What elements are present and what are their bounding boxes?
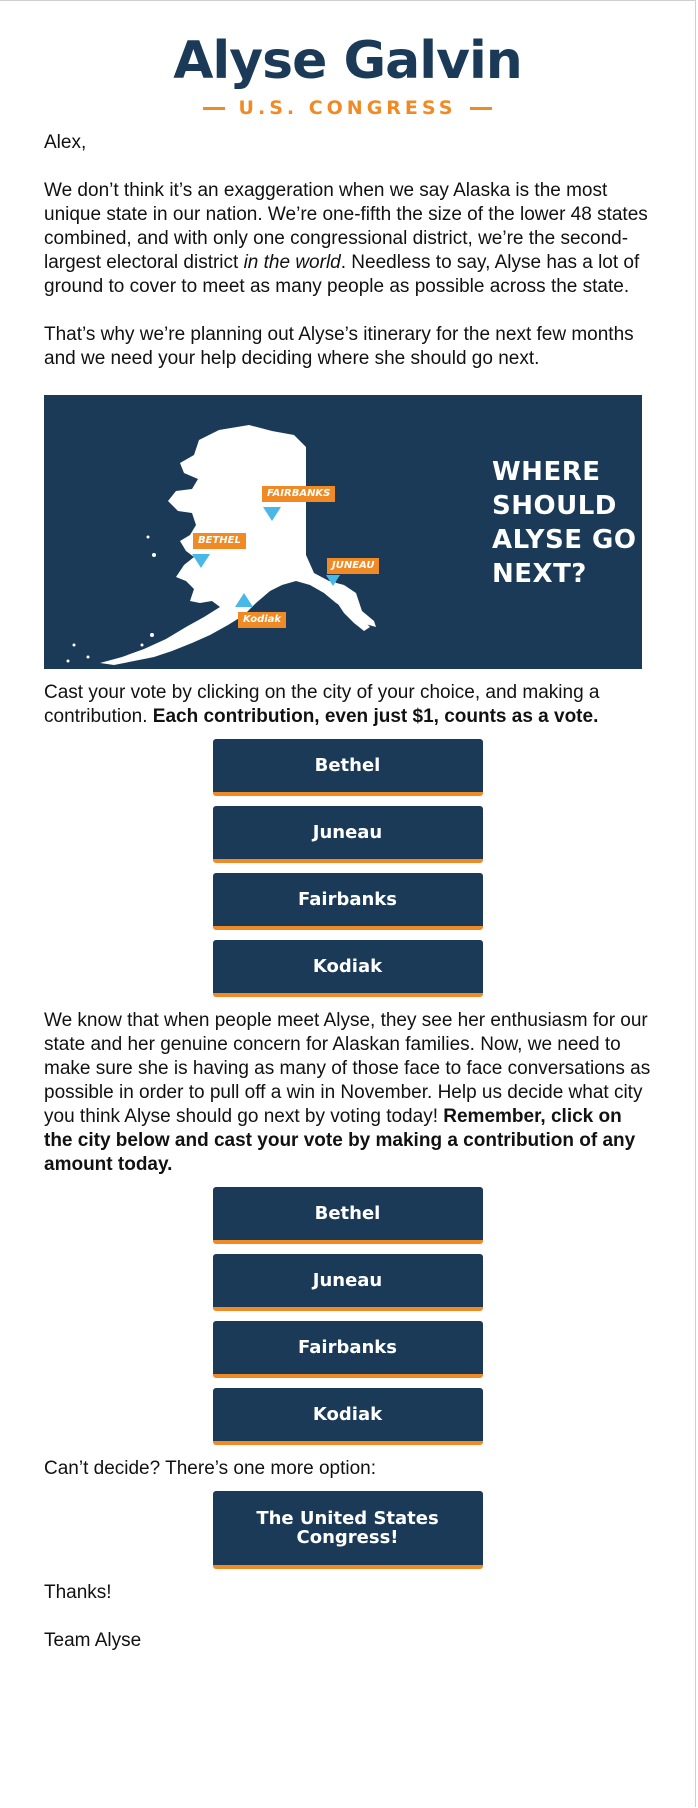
email-body <box>0 131 695 1653</box>
paragraph-enthusiasm <box>44 1009 651 1177</box>
logo-name-text: Alyse Galvin <box>173 31 522 91</box>
island-dot <box>147 536 150 539</box>
vote-buttons-bottom <box>44 1187 651 1445</box>
paragraph-vote-bold: Each contribution, even just $1, counts as a vote. <box>152 706 599 727</box>
island-dot <box>87 656 90 659</box>
paragraph-itinerary: That’s why we’re planning out Alyse’s itinerary for the next few months and we need your help deciding where she should go next. <box>44 324 634 369</box>
hero-title-line: NEXT? <box>492 559 587 589</box>
hero-title-line: ALYSE GO <box>492 525 637 555</box>
vote-kodiak-button[interactable]: Kodiak <box>213 940 483 997</box>
signature: Team Alyse <box>44 1630 142 1651</box>
paragraph-vote-text: Cast your vote by clicking on the city of your choice, and making a contribution. <box>44 682 600 727</box>
island-dot <box>152 553 156 557</box>
greeting: Alex, <box>44 132 87 153</box>
paragraph-intro-text-end: . Needless to say, Alyse has a lot of ground to cover to meet as many people as possible across the state. <box>44 252 640 297</box>
logo-subtitle <box>0 97 695 119</box>
campaign-logo <box>173 31 522 91</box>
paragraph-vote <box>44 681 651 729</box>
vote-congress-button[interactable]: The United States Congress! <box>213 1491 483 1569</box>
city-tag-kodiak: Kodiak <box>238 612 286 628</box>
city-tag-bethel: BETHEL <box>193 533 246 549</box>
left-dash <box>203 107 225 110</box>
paragraph-intro-italic: in the world <box>243 252 341 273</box>
island-dot <box>73 644 76 647</box>
logo-subtitle-text: U.S. CONGRESS <box>238 97 457 119</box>
city-tag-fairbanks: FAIRBANKS <box>262 486 335 502</box>
vote-congress-group <box>44 1491 651 1569</box>
marker-fairbanks-icon <box>263 507 281 521</box>
marker-bethel-icon <box>192 554 210 568</box>
marker-kodiak-icon <box>235 593 253 607</box>
alaska-panhandle-shape <box>330 580 370 631</box>
vote-bethel-button[interactable]: Bethel <box>213 1187 483 1244</box>
paragraph-enthusiasm-bold: Remember, click on the city below and cast your vote by making a contribution of any amount today. <box>44 1106 636 1175</box>
paragraph-enthusiasm-text: We know that when people meet Alyse, they see her enthusiasm for our state and her genuine concern for Alaskan families. Now, we need to make sure she is having as many of those face to face conversations as possible in order to pull off a win in November. Help us decide what city you think Alyse should go next by voting today! <box>44 1010 651 1127</box>
island-dot <box>141 644 144 647</box>
vote-juneau-button[interactable]: Juneau <box>213 806 483 863</box>
paragraph-cant-decide: Can’t decide? There’s one more option: <box>44 1458 377 1479</box>
hero-title <box>492 455 636 591</box>
vote-fairbanks-button[interactable]: Fairbanks <box>213 873 483 930</box>
vote-kodiak-button[interactable]: Kodiak <box>213 1388 483 1445</box>
island-dot <box>150 633 154 637</box>
vote-fairbanks-button[interactable]: Fairbanks <box>213 1321 483 1378</box>
vote-buttons-top <box>44 739 651 997</box>
city-tag-juneau: JUNEAU <box>327 558 379 574</box>
vote-juneau-button[interactable]: Juneau <box>213 1254 483 1311</box>
campaign-header <box>0 1 695 131</box>
thanks-line: Thanks! <box>44 1582 112 1603</box>
hero-banner[interactable] <box>44 395 642 669</box>
paragraph-intro <box>44 179 651 299</box>
hero-title-line: SHOULD <box>492 491 617 521</box>
hero-title-line: WHERE <box>492 457 601 487</box>
vote-bethel-button[interactable]: Bethel <box>213 739 483 796</box>
marker-juneau-icon <box>326 575 340 586</box>
right-dash <box>470 107 492 110</box>
paragraph-intro-text: We don’t think it’s an exaggeration when we say Alaska is the most unique state in our nation. We’re one-fifth the size of the lower 48 states combined, and with only one congressional district, we’re the second-largest electoral district <box>44 180 648 273</box>
island-dot <box>67 660 70 663</box>
